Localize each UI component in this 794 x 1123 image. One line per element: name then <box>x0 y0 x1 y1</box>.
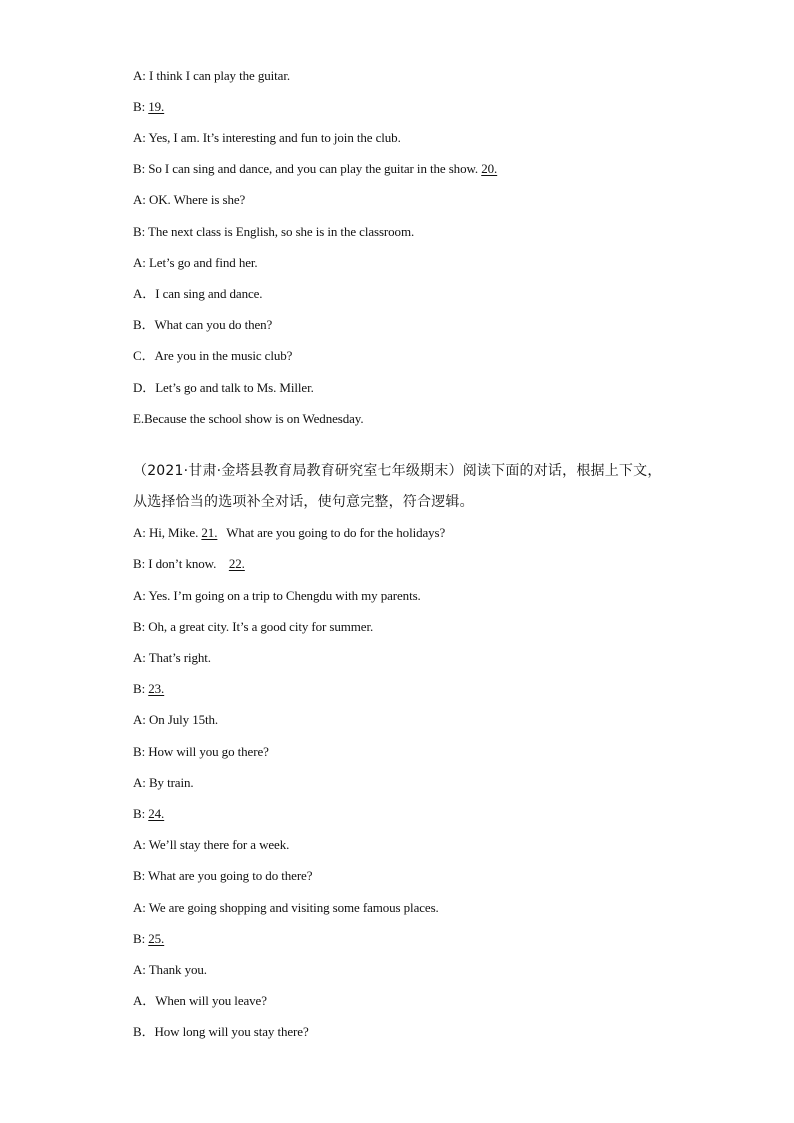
answer-blank-24[interactable]: 24. <box>148 806 165 821</box>
answer-blank-20[interactable]: 20. <box>481 161 498 176</box>
line-text: B: So I can sing and dance, and you can play the guitar in the show. <box>133 161 482 176</box>
dialogue-line <box>133 900 439 916</box>
dialogue-line <box>133 588 421 604</box>
line-text: A: I think I can play the guitar. <box>133 68 290 83</box>
line-text: B: <box>133 99 149 114</box>
line-text: A: Thank you. <box>133 962 207 977</box>
dialogue-line <box>133 837 289 853</box>
line-text: B: <box>133 681 149 696</box>
dialogue-line <box>133 224 414 240</box>
answer-blank-21[interactable]: 21. <box>201 525 218 540</box>
line-text: A: That’s right. <box>133 650 211 665</box>
option-text: C．Are you in the music club? <box>133 348 293 363</box>
dialogue-line <box>133 619 373 635</box>
dialogue-line <box>133 130 401 146</box>
line-text: A: Let’s go and find her. <box>133 255 258 270</box>
dialogue-line <box>133 775 194 791</box>
option-text: A．I can sing and dance. <box>133 286 263 301</box>
line-text: B: <box>133 931 149 946</box>
line-text: A: We are going shopping and visiting some famous places. <box>133 900 439 915</box>
line-text: A: Yes. I’m going on a trip to Chengdu with my parents. <box>133 588 421 603</box>
dialogue-line <box>133 931 170 947</box>
option-text: A．When will you leave? <box>133 993 267 1008</box>
dialogue-line <box>133 556 251 572</box>
answer-blank-19[interactable]: 19. <box>148 99 165 114</box>
line-text: A: We’ll stay there for a week. <box>133 837 290 852</box>
dialogue-line <box>133 68 290 84</box>
dialogue-line <box>133 161 503 177</box>
section-heading: （2021·甘肃·金塔县教育局教育研究室七年级期末）阅读下面的对话，根据上下文，从选择恰当的选项补全对话，使句意完整，符合逻辑。 <box>133 463 662 510</box>
line-text: A: Hi, Mike. <box>133 525 202 540</box>
dialogue-line <box>133 192 245 208</box>
line-text: B: What are you going to do there? <box>133 868 313 883</box>
line-text: B: Oh, a great city. It’s a good city for summer. <box>133 619 374 634</box>
answer-blank-23[interactable]: 23. <box>148 681 165 696</box>
dialogue-line <box>133 712 218 728</box>
dialogue-line <box>133 525 445 541</box>
option-item <box>133 317 272 333</box>
answer-blank-22[interactable]: 22. <box>228 556 245 571</box>
option-item <box>133 380 314 396</box>
line-text: B: <box>133 806 149 821</box>
option-text: B．What can you do then? <box>133 317 273 332</box>
option-item <box>133 286 262 302</box>
dialogue-line <box>133 744 269 760</box>
option-text: B．How long will you stay there? <box>133 1024 309 1039</box>
dialogue-line <box>133 650 211 666</box>
line-text: A: OK. Where is she? <box>133 192 246 207</box>
dialogue-line <box>133 962 207 978</box>
line-text-after: What are you going to do for the holidays? <box>226 525 446 540</box>
dialogue-line <box>133 255 258 271</box>
dialogue-line <box>133 681 170 697</box>
line-text: B: I don’t know. <box>133 556 229 571</box>
line-text: B: The next class is English, so she is in the classroom. <box>133 224 415 239</box>
dialogue-line <box>133 868 312 884</box>
dialogue-line <box>133 806 170 822</box>
answer-blank-25[interactable]: 25. <box>148 931 165 946</box>
line-text: B: How will you go there? <box>133 744 269 759</box>
line-text: A: On July 15th. <box>133 712 219 727</box>
line-text: A: Yes, I am. It’s interesting and fun to join the club. <box>133 130 401 145</box>
option-item <box>133 348 292 364</box>
dialogue-line <box>133 99 170 115</box>
option-item <box>133 411 364 427</box>
option-item <box>133 1024 309 1040</box>
line-text: A: By train. <box>133 775 194 790</box>
option-text: D．Let’s go and talk to Ms. Miller. <box>133 380 314 395</box>
option-text: E.Because the school show is on Wednesday. <box>133 411 364 426</box>
option-item <box>133 993 267 1009</box>
